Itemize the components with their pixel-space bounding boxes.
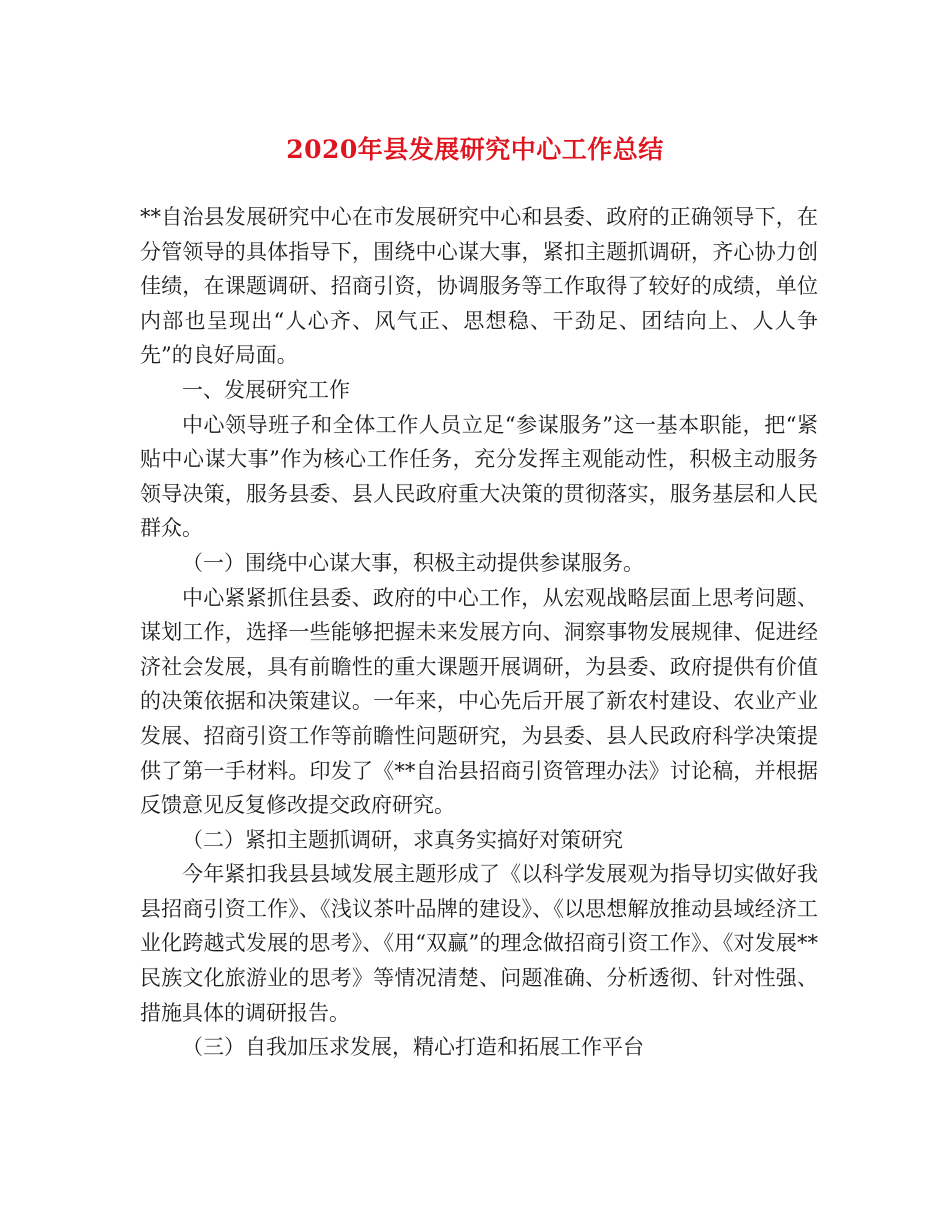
paragraph-intro: **自治县发展研究中心在市发展研究中心和县委、政府的正确领导下，在分管领导的具体指导下，围绕中心谋大事，紧扣主题抓调研，齐心协力创佳绩，在课题调研、招商引资，协调服务等工作取得了较好的成绩，单位内部也呈现出“人心齐、风气正、思想稳、干劲足、团结向上、人人争先”的良好局面。 bbox=[140, 205, 818, 368]
paragraph-subsection-1: 中心紧紧抓住县委、政府的中心工作，从宏观战略层面上思考问题、谋划工作，选择一些能够把握未来发展方向、洞察事物发展规律、促进经济社会发展，具有前瞻性的重大课题开展调研，为县委、政府提供有价值的决策依据和决策建议。一年来，中心先后开展了新农村建设、农业产业发展、招商引资工作等前瞻性问题研究，为县委、县人民政府科学决策提供了第一手材料。印发了《**自治县招商引资管理办法》讨论稿，并根据反馈意见反复修改提交政府研究。 bbox=[140, 585, 818, 818]
document-title: 2020年县发展研究中心工作总结 bbox=[286, 135, 664, 164]
paragraph-section-1: 中心领导班子和全体工作人员立足“参谋服务”这一基本职能，把“紧贴中心谋大事”作为核心工作任务，充分发挥主观能动性，积极主动服务领导决策，服务县委、县人民政府重大决策的贯彻落实，服务基层和人民群众。 bbox=[140, 412, 818, 541]
paragraph-subsection-2: 今年紧扣我县县域发展主题形成了《以科学发展观为指导切实做好我县招商引资工作》、《浅议茶叶品牌的建设》、《以思想解放推动县域经济工业化跨越式发展的思考》、《用“双赢”的理念做招商引资工作》、《对发展**民族文化旅游业的思考》等情况清楚、问题准确、分析透彻、针对性强、措施具体的调研报告。 bbox=[140, 862, 818, 1025]
subsection-heading-2: （二）紧扣主题抓调研，求真务实搞好对策研究 bbox=[182, 827, 623, 852]
document-body bbox=[140, 200, 818, 1065]
subsection-heading-3: （三）自我加压求发展，精心打造和拓展工作平台 bbox=[182, 1035, 644, 1060]
section-heading-1: 一、发展研究工作 bbox=[182, 377, 350, 402]
subsection-heading-1: （一）围绕中心谋大事，积极主动提供参谋服务。 bbox=[182, 550, 644, 575]
